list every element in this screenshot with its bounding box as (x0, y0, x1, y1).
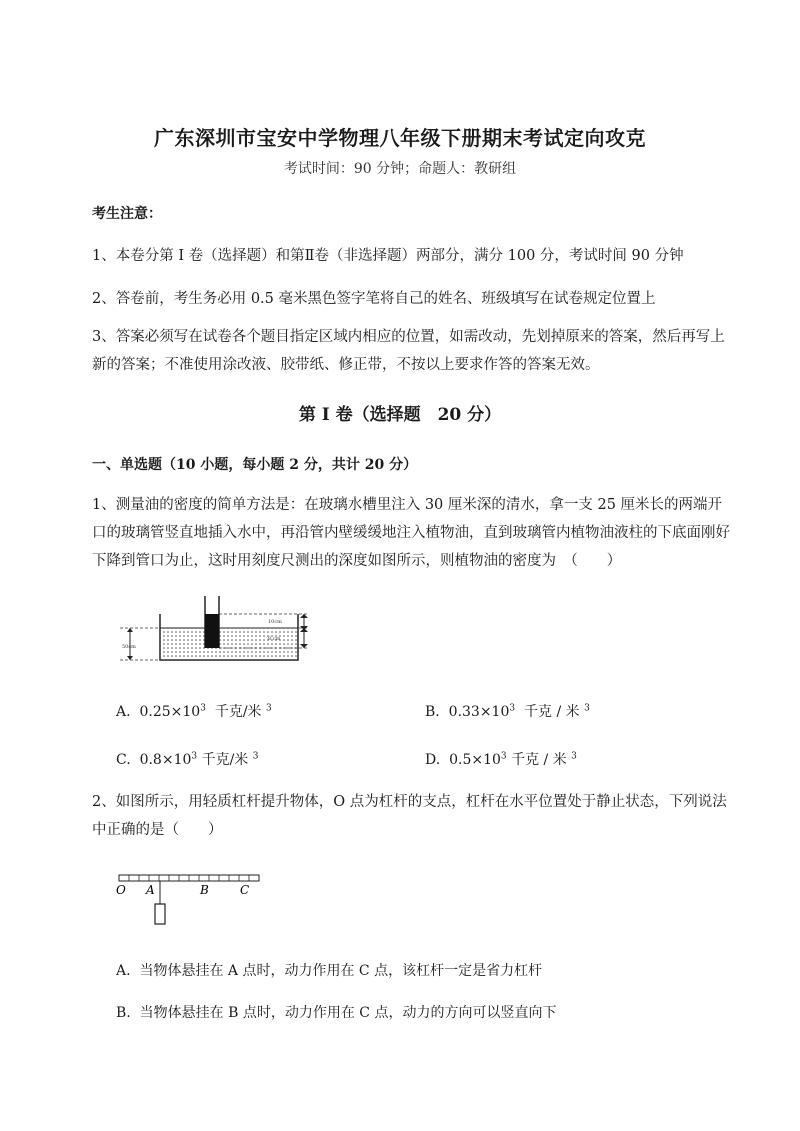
option-letter: C. (116, 752, 131, 768)
note-item-3: 3、答案必须写在试卷各个题目指定区域内相应的位置，如需改动，先划掉原来的答案，然后再写上新的答案；不准使用涂改液、胶带纸、修正带，不按以上要求作答的答案无效。 (92, 329, 725, 373)
option-exp: 3 (509, 703, 516, 714)
option-text: 当物体悬挂在 B 点时，动力作用在 C 点，动力的方向可以竖直向下 (139, 1005, 557, 1021)
option-value: 0.5×10 (449, 752, 501, 768)
q1-option-d[interactable] (425, 749, 577, 769)
page-title: 广东深圳市宝安中学物理八年级下册期末考试定向攻克 (154, 126, 646, 150)
option-unit-exp: 3 (584, 703, 590, 714)
note-item-2: 2、答卷前，考生务必用 0.5 毫米黑色签字笔将自己的姓名、班级填写在试卷规定位置上 (92, 291, 656, 307)
option-letter: D. (425, 752, 441, 768)
exam-info: 考试时间：90 分钟；命题人：教研组 (283, 161, 517, 177)
question-1-stem: 1、测量油的密度的简单方法是：在玻璃水槽里注入 30 厘米深的清水，拿一支 25 厘米长的两端开口的玻璃管竖直地插入水中，再沿管内壁缓缓地注入植物油，直到玻璃管内植物油液柱的下底面刚好下降到管口为止，这时用刻度尺测出的深度如图所示，则植物油的密度为 （ ） (92, 497, 730, 569)
group-heading: 一、单选题（10 小题，每小题 2 分，共计 20 分） (92, 457, 418, 473)
top-gap-label: 10cm (268, 619, 282, 625)
option-unit: 千克/米 (201, 752, 249, 768)
question-2-stem: 2、如图所示，用轻质杠杆提升物体，O 点为杠杆的支点，杠杆在水平位置处于静止状态，下列说法中正确的是（ ） (92, 794, 727, 838)
option-unit: 千克 / 米 (524, 704, 580, 720)
point-c-label: C (240, 883, 250, 897)
option-exp: 3 (500, 751, 507, 762)
q2-option-b[interactable] (116, 1002, 556, 1022)
option-text: 当物体悬挂在 A 点时，动力作用在 C 点，该杠杆一定是省力杠杆 (139, 963, 543, 979)
point-o-label: O (116, 883, 126, 897)
oil-density-figure (118, 594, 318, 666)
q1-option-b[interactable] (425, 701, 590, 721)
option-value: 0.33×10 (448, 704, 510, 720)
option-letter: B. (425, 704, 440, 720)
option-value: 0.8×10 (139, 752, 192, 768)
option-unit-exp: 3 (571, 751, 577, 762)
side-label: 8 cm (268, 636, 281, 642)
lever-figure (114, 868, 264, 928)
option-exp: 3 (200, 703, 206, 714)
option-unit-exp: 3 (266, 703, 272, 714)
option-unit: 千克 / 米 (511, 752, 567, 768)
option-exp: 3 (191, 751, 198, 762)
note-item-1: 1、本卷分第 I 卷（选择题）和第Ⅱ卷（非选择题）两部分，满分 100 分，考试时间 90 分钟 (92, 248, 684, 264)
q1-option-a[interactable] (116, 701, 272, 721)
option-unit: 千克/米 (214, 704, 262, 720)
point-b-label: B (200, 883, 209, 897)
option-letter: A. (116, 963, 131, 979)
point-a-label: A (146, 883, 155, 897)
depth-label: 50cm (122, 644, 136, 650)
notes-heading: 考生注意： (92, 206, 162, 222)
q1-option-c[interactable] (116, 749, 258, 769)
option-unit-exp: 3 (252, 751, 259, 762)
section-title: 第 I 卷（选择题 20 分） (298, 405, 502, 425)
option-letter: A. (116, 704, 131, 720)
q2-option-a[interactable] (116, 960, 542, 980)
option-letter: B. (116, 1005, 131, 1021)
option-value: 0.25×10 (139, 704, 201, 720)
